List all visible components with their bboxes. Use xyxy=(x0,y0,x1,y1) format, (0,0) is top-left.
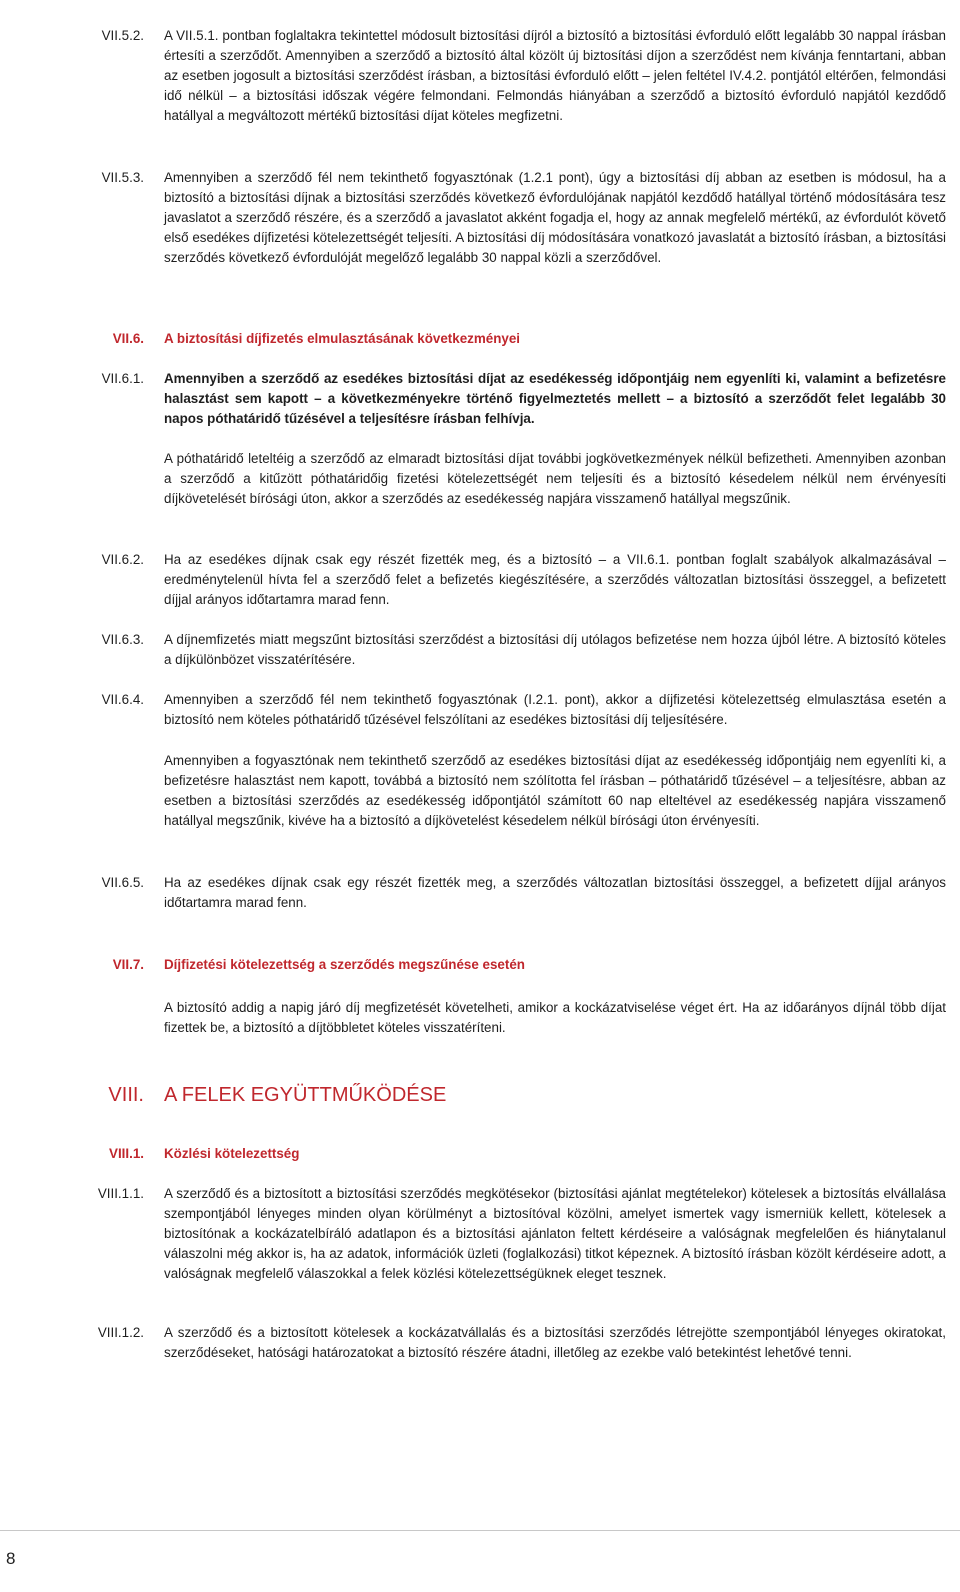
clause-number: VII.6.1. xyxy=(101,371,144,386)
clause-number: VII.6.4. xyxy=(101,692,144,707)
section-number: VIII.1. xyxy=(109,1146,144,1161)
clause-number: VII.6.5. xyxy=(101,875,144,890)
paragraph: Amennyiben a fogyasztónak nem tekinthető szerződő az esedékes biztosítási díjat az esedékesség időpontjáig nem egyenlíti ki, a befizetésre halasztást nem kapott, továbbá a biztosító nem szólította fel írásban – póthatáridő tűzésével – a teljesítésre, abban az esetben a biztosítási szerződés az esedékesség időpontjától számított 60 nap elteltével az esedékesség napjára visszamenő hatállyal megszűnik, kivéve ha a biztosító a díjkövetelést késedelem nélkül bírósági úton érvényesíti. xyxy=(164,753,946,828)
section-heading: A biztosítási díjfizetés elmulasztásának következményei xyxy=(164,331,520,346)
footer-rule xyxy=(0,1530,960,1531)
section-heading: Közlési kötelezettség xyxy=(164,1146,300,1161)
clause-text: A szerződő és a biztosított a biztosítási szerződés megkötésekor (biztosítási ajánlat megtételekor) kötelesek a biztosítás elvállalása szempontjából lényeges minden olyan körülményt a biztosítóval közölni, amelyet ismertek vagy ismerniük kellett, kötelesek a biztosítónak a kockázatelbíráló adatlapon és a biztosítási ajánlaton feltett kérdéseire a valóságnak megfelelően és hiánytalanul válaszolni még akkor is, ha az adatok, információk üzleti (foglalkozási) titkot képeznek. A biztosító írásban közölt kérdéseire adott, a valóságnak megfelelő válaszokkal a felek közlési kötelezettségüknek eleget tesznek. xyxy=(164,1186,946,1281)
page-number: 8 xyxy=(6,1549,16,1568)
clause-number: VII.5.3. xyxy=(101,170,144,185)
clause-text: Amennyiben a szerződő fél nem tekinthető fogyasztónak (1.2.1 pont), úgy a biztosítási díj abban az esetben is módosul, ha a biztosító a biztosítási díjnak a biztosítási szerződés következő évfordulójának napjától kezdődő hatállyal történő módosítására tesz javaslatot a szerződő részére, és a szerződő a javaslatot akként fogadja el, hogy az annak megfelelő mértékű, az évfordulót követő első esedékes díjfizetési kötelezettségét teljesíti. A biztosítási díj módosítására vonatkozó javaslatát a biztosító írásban, a biztosítási szerződés következő évfordulóját megelőző legalább 30 nappal közli a szerződővel. xyxy=(164,170,946,265)
clause-text: A VII.5.1. pontban foglaltakra tekintettel módosult biztosítási díjról a biztosító a biztosítási évforduló előtt legalább 30 nappal írásban értesíti a szerződőt. Amennyiben a szerződő a biztosító által közölt új biztosítási díjon a szerződést nem kívánja fenntartani, abban az esetben jogosult a biztosítási szerződést írásban, a biztosítási évforduló előtt – jelen feltétel IV.4.2. pontjától eltérően, felmondási idő nélkül – a biztosítási időszak végére felmondani. Felmondás hiányában a szerződő a biztosító évforduló napjától kezdődő hatállyal a megváltozott mértékű biztosítási díjat köteles megfizetni. xyxy=(164,28,946,123)
clause-number: VII.6.3. xyxy=(101,632,144,647)
clause-text-bold: Amennyiben a szerződő az esedékes biztosítási díjat az esedékesség időpontjáig nem egyenlíti ki, valamint a befizetésre halasztást sem kapott – a következményekre történő figyelmeztetés mellett – a biztosító a szerződőt felet legalább 30 napos póthatáridő tűzésével a teljesítésre írásban felhívja. xyxy=(164,371,946,426)
clause-text: Amennyiben a szerződő fél nem tekinthető fogyasztónak (I.2.1. pont), akkor a díjfizetési kötelezettség elmulasztása esetén a biztosító nem köteles póthatáridő tűzésével felszólítani az esedékes biztosítási díj teljesítésére. xyxy=(164,692,946,727)
section-number: VII.7. xyxy=(112,957,144,972)
clause-text: Ha az esedékes díjnak csak egy részét fizették meg, és a biztosító – a VII.6.1. pontban foglalt szabályok alkalmazásával – eredménytelenül hívta fel a szerződő felet a befizetés kiegészítésére, a szerződés változatlan biztosítási összeggel, a befizetett díjjal arányos időtartamra marad fenn. xyxy=(164,552,946,607)
chapter-number: VIII. xyxy=(108,1084,144,1106)
paragraph: A póthatáridő leteltéig a szerződő az elmaradt biztosítási díjat további jogkövetkezmények nélkül befizetheti. Amennyiben azonban a szerződő a kitűzött póthatáridőig fizetési kötelezettségét nem teljesíti és a biztosító késedelem nélkül nem érvényesíti díjkövetelését bírósági úton, akkor a szerződés az esedékesség napjára visszamenő hatállyal megszűnik. xyxy=(164,451,946,506)
chapter-title: A FELEK EGYÜTTMŰKÖDÉSE xyxy=(164,1084,447,1106)
paragraph: A biztosító addig a napig járó díj megfizetését követelheti, amikor a kockázatviselése véget ért. Ha az időarányos díjnál több díjat fizettek be, a biztosító a díjtöbbletet köteles visszatéríteni. xyxy=(164,1000,946,1035)
section-number: VII.6. xyxy=(112,331,144,346)
section-heading: Díjfizetési kötelezettség a szerződés megszűnése esetén xyxy=(164,957,525,972)
clause-number: VII.6.2. xyxy=(101,552,144,567)
clause-number: VIII.1.2. xyxy=(97,1325,144,1340)
clause-text: A szerződő és a biztosított kötelesek a kockázatvállalás és a biztosítási szerződés létrejötte szempontjából lényeges okiratokat, szerződéseket, hatósági határozatokat a biztosító részére átadni, illetőleg az ezekbe való betekintést lehetővé tenni. xyxy=(164,1325,946,1360)
clause-text: A díjnemfizetés miatt megszűnt biztosítási szerződést a biztosítási díj utólagos befizetése nem hozza újból létre. A biztosító köteles a díjkülönbözet visszatérítésére. xyxy=(164,632,946,667)
clause-text: Ha az esedékes díjnak csak egy részét fizették meg, a szerződés változatlan biztosítási összeggel, a befizetett díjjal arányos időtartamra marad fenn. xyxy=(164,875,946,910)
clause-number: VII.5.2. xyxy=(101,28,144,43)
clause-number: VIII.1.1. xyxy=(97,1186,144,1201)
